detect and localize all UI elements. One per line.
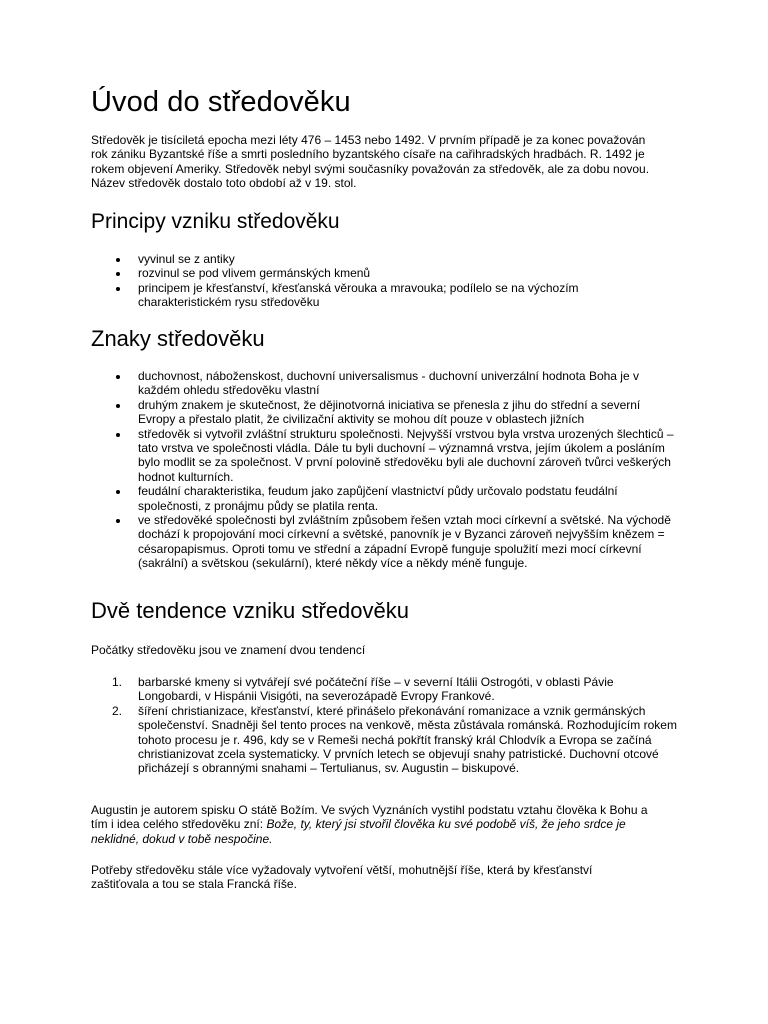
tendencies-list xyxy=(91,675,679,776)
list-item-text: šíření christianizace, křesťanství, které přinášelo překonávání romanizace a vznik germánských společenství. Snadněji šel tento proces na venkově, města zůstávala románská. Rozhodujícím rokem tohoto procesu je r. 496, kdy se v Remeši nechá pokřtít franský král Chlodvík a Evropa se začíná christianizovat zcela systematicky. V prvních letech se objevují snahy patristické. Duchovní otcové přicházejí s obrannými snahami – Tertulianus, sv. Augustin – biskupové. xyxy=(138,703,677,776)
list-item: druhým znakem je skutečnost, že dějinotvorná iniciativa se přenesla z jihu do střední a severní Evropy a přestalo platit, že civilizační aktivity se mohou dít pouze v oblastech jižních xyxy=(91,398,679,427)
list-item xyxy=(91,704,679,776)
section-heading-tendencies: Dvě tendence vzniku středověku xyxy=(91,598,409,623)
principles-list xyxy=(91,252,651,310)
list-number: 1. xyxy=(112,675,123,689)
augustin-paragraph xyxy=(91,803,661,846)
section-heading-principles: Principy vzniku středověku xyxy=(91,210,340,233)
augustin-quote: Bože, ty, který jsi stvořil člověka ku své podobě víš, že jeho srdce je neklidné, dokud v tobě nespočine. xyxy=(91,817,626,846)
tendencies-lead: Počátky středověku jsou ve znamení dvou tendencí xyxy=(91,643,366,657)
list-item: ve středověké společnosti byl zvláštním způsobem řešen vztah moci církevní a světské. Na východě dochází k propojování moci církevní a světské, panovník je v Byzanci zároveň nejvyšším knězem = césaropapismus. Oproti tomu ve střední a západní Evropě funguje spolužití mezi mocí církevní (sakrální) a světskou (sekulární), které někdy více a někdy méně funguje. xyxy=(91,513,679,571)
list-item-text: barbarské kmeny si vytvářejí své počáteční říše – v severní Itálii Ostrogóti, v oblasti Pávie Longobardi, v Hispánii Visigóti, na severozápadě Evropy Frankové. xyxy=(138,675,614,704)
section-heading-signs: Znaky středověku xyxy=(91,326,265,351)
list-item: duchovnost, náboženskost, duchovní universalismus - duchovní univerzální hodnota Boha je v každém ohledu středověku vlastní xyxy=(91,369,679,398)
list-item xyxy=(91,675,679,704)
list-item: středověk si vytvořil zvláštní strukturu společnosti. Nejvyšší vrstvou byla vrstva urozených šlechticů – tato vrstva ve společnosti vládla. Dále tu byli duchovní – významná vrstva, jejím úkolem a posláním bylo modlit se za společnost. V první polovině středověku byli ale duchovní zároveň tvůrci veškerých hodnot kulturních. xyxy=(91,427,679,485)
list-item: vyvinul se z antiky xyxy=(91,252,651,266)
list-item: feudální charakteristika, feudum jako zapůjčení vlastnictví půdy určovalo podstatu feudální společnosti, z pronájmu půdy se platila renta. xyxy=(91,484,679,513)
page-title: Úvod do středověku xyxy=(91,86,351,118)
intro-paragraph: Středověk je tisíciletá epocha mezi léty 476 – 1453 nebo 1492. V prvním případě je za konec považován rok zániku Byzantské říše a smrti posledního byzantského císaře na cařihradských hradbách. R. 1492 je rokem objevení Ameriky. Středověk nebyl svými současníky považován za středověk, ale za dobu novou. Název středověk dostalo toto období až v 19. stol. xyxy=(91,133,650,191)
list-number: 2. xyxy=(112,703,123,718)
list-item: principem je křesťanství, křesťanská věrouka a mravouka; podílelo se na výchozím charakteristickém rysu středověku xyxy=(91,281,651,310)
list-item: rozvinul se pod vlivem germánských kmenů xyxy=(91,266,651,280)
augustin-text: Augustin je autorem spisku O státě Božím. Ve svých Vyznáních vystihl podstatu vztahu člověka k Bohu a tím i idea celého středověku zní: xyxy=(91,803,648,832)
closing-paragraph: Potřeby středověku stále více vyžadovaly vytvoření větší, mohutnější říše, která by křesťanství zaštiťovala a tou se stala Francká říše. xyxy=(91,863,593,892)
signs-list xyxy=(91,369,679,571)
